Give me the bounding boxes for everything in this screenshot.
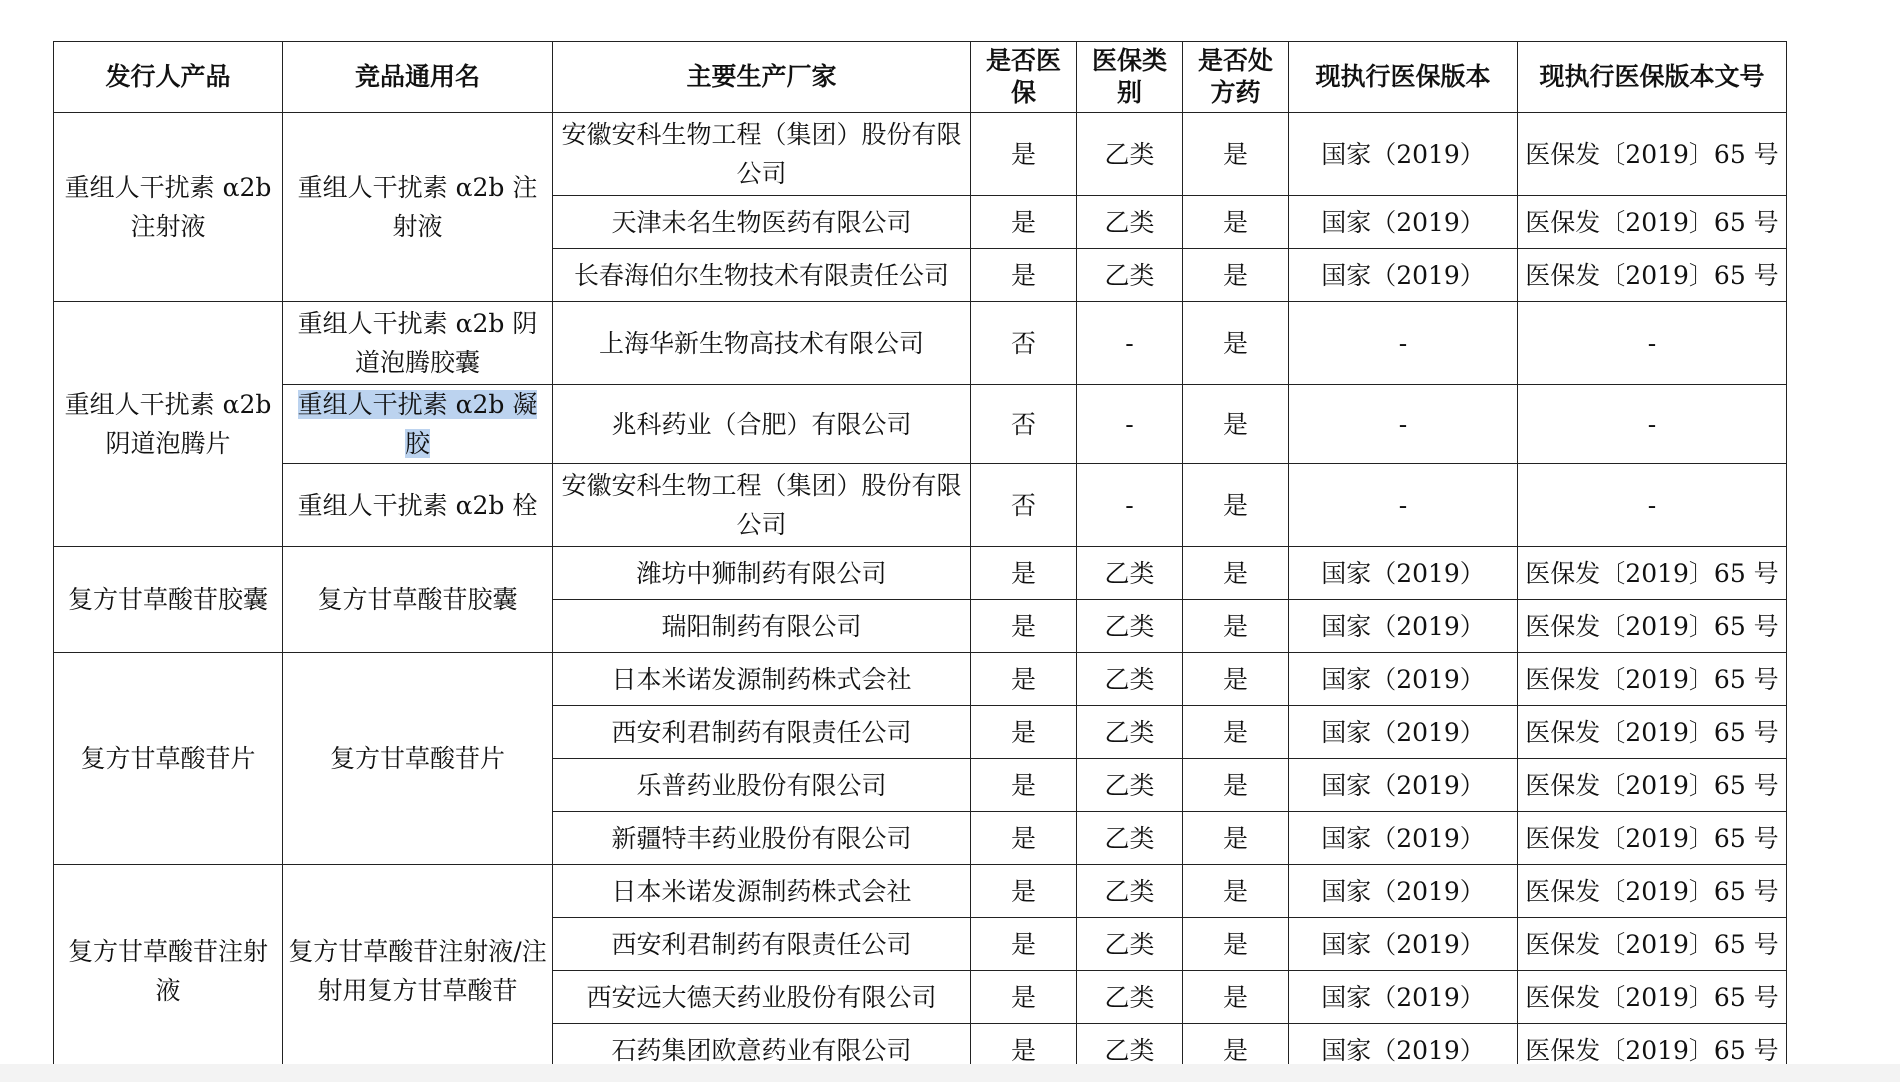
header-row [54,42,1787,113]
doc-number-cell: 医保发〔2019〕65 号 [1518,547,1787,600]
competitor-drug-table [53,41,1787,1077]
doc-number-cell: 医保发〔2019〕65 号 [1518,196,1787,249]
manufacturer-cell: 日本米诺发源制药株式会社 [553,865,971,918]
version-cell: 国家（2019） [1289,196,1518,249]
table-row [54,302,1787,385]
competitor-name-cell: 复方甘草酸苷注射液/注射用复方甘草酸苷 [283,865,553,1077]
prescription-cell: 是 [1183,653,1289,706]
insured-cell: 是 [971,971,1077,1024]
version-cell: - [1289,385,1518,464]
table-row [54,464,1787,547]
header-cell: 主要生产厂家 [553,42,971,113]
prescription-cell: 是 [1183,706,1289,759]
prescription-cell: 是 [1183,1024,1289,1077]
prescription-cell: 是 [1183,865,1289,918]
header-cell: 竞品通用名 [283,42,553,113]
issuer-product-cell: 复方甘草酸苷胶囊 [54,547,283,653]
manufacturer-cell: 兆科药业（合肥）有限公司 [553,385,971,464]
version-cell: 国家（2019） [1289,113,1518,196]
manufacturer-cell: 西安利君制药有限责任公司 [553,918,971,971]
category-cell: - [1077,385,1183,464]
insured-cell: 是 [971,1024,1077,1077]
insured-cell: 是 [971,812,1077,865]
category-cell: 乙类 [1077,971,1183,1024]
category-cell: 乙类 [1077,706,1183,759]
insured-cell: 是 [971,918,1077,971]
header-cell: 发行人产品 [54,42,283,113]
insured-cell: 是 [971,865,1077,918]
page-bottom-band [0,1064,1900,1082]
manufacturer-cell: 石药集团欧意药业有限公司 [553,1024,971,1077]
header-cell: 现执行医保版本 [1289,42,1518,113]
prescription-cell: 是 [1183,196,1289,249]
table-row [54,653,1787,706]
table-row [54,385,1787,464]
header-cell: 医保类别 [1077,42,1183,113]
category-cell: - [1077,464,1183,547]
doc-number-cell: - [1518,385,1787,464]
header-cell: 是否医保 [971,42,1077,113]
prescription-cell: 是 [1183,113,1289,196]
manufacturer-cell: 安徽安科生物工程（集团）股份有限公司 [553,113,971,196]
prescription-cell: 是 [1183,547,1289,600]
manufacturer-cell: 新疆特丰药业股份有限公司 [553,812,971,865]
version-cell: 国家（2019） [1289,812,1518,865]
category-cell: 乙类 [1077,812,1183,865]
category-cell: 乙类 [1077,113,1183,196]
insured-cell: 否 [971,464,1077,547]
table-row [54,113,1787,196]
competitor-name-cell: 复方甘草酸苷片 [283,653,553,865]
version-cell: 国家（2019） [1289,547,1518,600]
manufacturer-cell: 长春海伯尔生物技术有限责任公司 [553,249,971,302]
category-cell: 乙类 [1077,249,1183,302]
doc-number-cell: 医保发〔2019〕65 号 [1518,918,1787,971]
insured-cell: 否 [971,302,1077,385]
category-cell: 乙类 [1077,865,1183,918]
doc-number-cell: 医保发〔2019〕65 号 [1518,706,1787,759]
text-selection-highlight[interactable]: 重组人干扰素 α2b 凝胶 [297,390,538,458]
doc-number-cell: 医保发〔2019〕65 号 [1518,600,1787,653]
version-cell: 国家（2019） [1289,600,1518,653]
prescription-cell: 是 [1183,971,1289,1024]
insured-cell: 是 [971,196,1077,249]
insured-cell: 是 [971,706,1077,759]
competitor-name-cell: 重组人干扰素 α2b 注射液 [283,113,553,302]
insured-cell: 是 [971,249,1077,302]
doc-number-cell: 医保发〔2019〕65 号 [1518,971,1787,1024]
issuer-product-cell: 复方甘草酸苷注射液 [54,865,283,1077]
version-cell: - [1289,464,1518,547]
version-cell: 国家（2019） [1289,971,1518,1024]
competitor-name-cell [283,385,553,464]
prescription-cell: 是 [1183,249,1289,302]
version-cell: - [1289,302,1518,385]
header-cell: 是否处方药 [1183,42,1289,113]
manufacturer-cell: 日本米诺发源制药株式会社 [553,653,971,706]
manufacturer-cell: 天津未名生物医药有限公司 [553,196,971,249]
category-cell: 乙类 [1077,547,1183,600]
doc-number-cell: 医保发〔2019〕65 号 [1518,865,1787,918]
version-cell: 国家（2019） [1289,759,1518,812]
category-cell: 乙类 [1077,759,1183,812]
insured-cell: 否 [971,385,1077,464]
version-cell: 国家（2019） [1289,918,1518,971]
version-cell: 国家（2019） [1289,249,1518,302]
prescription-cell: 是 [1183,302,1289,385]
prescription-cell: 是 [1183,464,1289,547]
prescription-cell: 是 [1183,385,1289,464]
table-row [54,865,1787,918]
insured-cell: 是 [971,600,1077,653]
prescription-cell: 是 [1183,759,1289,812]
competitor-name-cell: 重组人干扰素 α2b 栓 [283,464,553,547]
category-cell: 乙类 [1077,918,1183,971]
category-cell: 乙类 [1077,196,1183,249]
doc-number-cell: - [1518,464,1787,547]
prescription-cell: 是 [1183,918,1289,971]
version-cell: 国家（2019） [1289,865,1518,918]
doc-number-cell: 医保发〔2019〕65 号 [1518,653,1787,706]
manufacturer-cell: 乐普药业股份有限公司 [553,759,971,812]
version-cell: 国家（2019） [1289,653,1518,706]
doc-number-cell: 医保发〔2019〕65 号 [1518,113,1787,196]
issuer-product-cell: 重组人干扰素 α2b 注射液 [54,113,283,302]
insured-cell: 是 [971,653,1077,706]
header-cell: 现执行医保版本文号 [1518,42,1787,113]
prescription-cell: 是 [1183,600,1289,653]
prescription-cell: 是 [1183,812,1289,865]
category-cell: 乙类 [1077,653,1183,706]
category-cell: - [1077,302,1183,385]
manufacturer-cell: 安徽安科生物工程（集团）股份有限公司 [553,464,971,547]
table-row [54,547,1787,600]
issuer-product-cell: 重组人干扰素 α2b 阴道泡腾片 [54,302,283,547]
manufacturer-cell: 西安远大德天药业股份有限公司 [553,971,971,1024]
insured-cell: 是 [971,113,1077,196]
manufacturer-cell: 上海华新生物高技术有限公司 [553,302,971,385]
issuer-product-cell: 复方甘草酸苷片 [54,653,283,865]
manufacturer-cell: 瑞阳制药有限公司 [553,600,971,653]
competitor-name-cell: 重组人干扰素 α2b 阴道泡腾胶囊 [283,302,553,385]
doc-number-cell: 医保发〔2019〕65 号 [1518,812,1787,865]
doc-number-cell: 医保发〔2019〕65 号 [1518,1024,1787,1077]
doc-number-cell: 医保发〔2019〕65 号 [1518,759,1787,812]
category-cell: 乙类 [1077,1024,1183,1077]
insured-cell: 是 [971,759,1077,812]
insured-cell: 是 [971,547,1077,600]
version-cell: 国家（2019） [1289,706,1518,759]
manufacturer-cell: 西安利君制药有限责任公司 [553,706,971,759]
category-cell: 乙类 [1077,600,1183,653]
doc-number-cell: 医保发〔2019〕65 号 [1518,249,1787,302]
manufacturer-cell: 潍坊中狮制药有限公司 [553,547,971,600]
doc-number-cell: - [1518,302,1787,385]
competitor-name-cell: 复方甘草酸苷胶囊 [283,547,553,653]
version-cell: 国家（2019） [1289,1024,1518,1077]
